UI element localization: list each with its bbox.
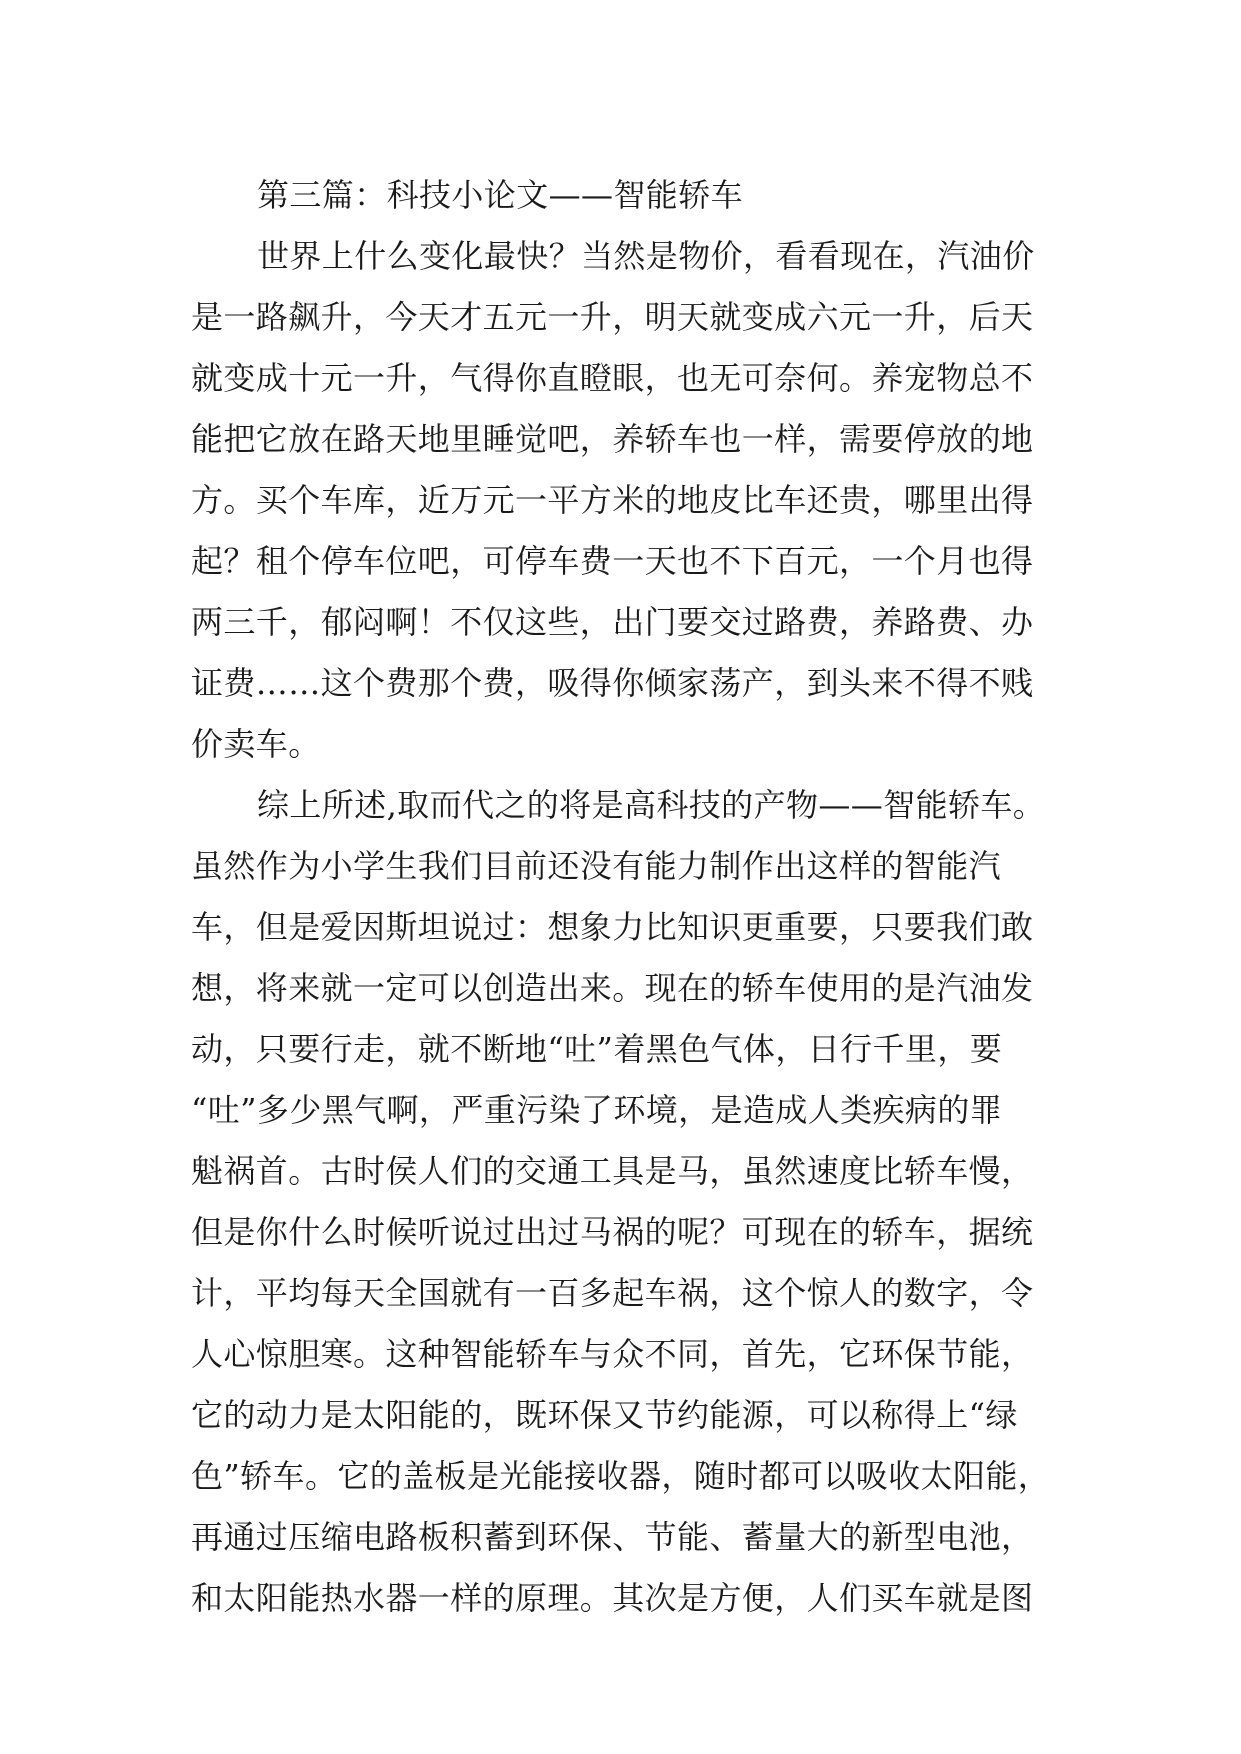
paragraph-line: 价卖车。	[191, 725, 321, 763]
paragraph-line: 能把它放在路天地里睡觉吧，养轿车也一样，需要停放的地	[191, 420, 1034, 458]
paragraph-line: 起？租个停车位吧，可停车费一天也不下百元，一个月也得	[191, 542, 1034, 580]
paragraph-line: 证费……这个费那个费，吸得你倾家荡产，到头来不得不贱	[191, 664, 1034, 702]
paragraph-2	[191, 775, 1051, 1629]
paragraph-line: 再通过压缩电路板积蓄到环保、节能、蓄量大的新型电池，	[191, 1518, 1034, 1556]
paragraph-line: “吐”多少黑气啊，严重污染了环境，是造成人类疾病的罪	[191, 1091, 1003, 1129]
paragraph-line: 想，将来就一定可以创造出来。现在的轿车使用的是汽油发	[191, 969, 1034, 1007]
paragraph-line: 计，平均每天全国就有一百多起车祸，这个惊人的数字，令	[191, 1274, 1034, 1312]
document-body	[191, 165, 1051, 1629]
paragraph-line: 综上所述,取而代之的将是高科技的产物——智能轿车。	[257, 786, 1046, 824]
paragraph-line: 动，只要行走，就不断地“吐”着黑色气体，日行千里，要	[191, 1030, 1003, 1068]
paragraph-line: 世界上什么变化最快？当然是物价，看看现在，汽油价	[257, 237, 1035, 275]
document-heading: 第三篇：科技小论文——智能轿车	[257, 176, 744, 214]
paragraph-line: 是一路飙升，今天才五元一升，明天就变成六元一升，后天	[191, 298, 1034, 336]
paragraph-line: 人心惊胆寒。这种智能轿车与众不同，首先，它环保节能，	[191, 1335, 1034, 1373]
paragraph-line: 魁祸首。古时侯人们的交通工具是马，虽然速度比轿车慢，	[191, 1152, 1034, 1190]
paragraph-line: 两三千，郁闷啊！不仅这些，出门要交过路费，养路费、办	[191, 603, 1034, 641]
paragraph-1	[191, 226, 1051, 775]
paragraph-line: 和太阳能热水器一样的原理。其次是方便，人们买车就是图	[191, 1579, 1034, 1617]
paragraph-line: 虽然作为小学生我们目前还没有能力制作出这样的智能汽	[191, 847, 1002, 885]
paragraph-line: 但是你什么时候听说过出过马祸的呢？可现在的轿车，据统	[191, 1213, 1034, 1251]
paragraph-line: 车，但是爱因斯坦说过：想象力比知识更重要，只要我们敢	[191, 908, 1034, 946]
paragraph-line: 就变成十元一升，气得你直瞪眼，也无可奈何。养宠物总不	[191, 359, 1034, 397]
paragraph-line: 方。买个车库，近万元一平方米的地皮比车还贵，哪里出得	[191, 481, 1034, 519]
paragraph-line: 色”轿车。它的盖板是光能接收器，随时都可以吸收太阳能，	[191, 1457, 1051, 1495]
paragraph-line: 它的动力是太阳能的，既环保又节约能源，可以称得上“绿	[191, 1396, 1018, 1434]
